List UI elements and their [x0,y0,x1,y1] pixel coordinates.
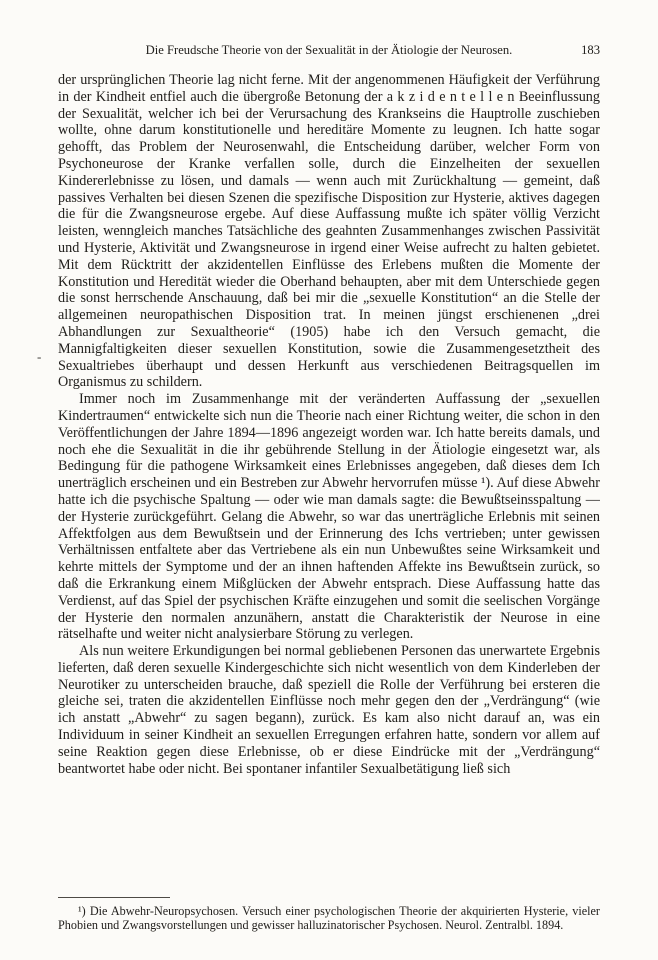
footnote: ¹) Die Abwehr-Neuropsychosen. Versuch einer psychologischen Theorie der akquirierten Hysterie, vieler Phobien und Zwangsvorstellungen und gewisser halluzinatorischer Psychosen. Neurol. Zentralbl. 1894. [58,903,600,933]
paragraph-1: der ursprünglichen Theorie lag nicht ferne. Mit der angenommenen Häufigkeit der Verführung in der Kindheit entfiel auch die übergroße Betonung der a k z i d e n t e l l e n Beeinflussung der Sexualität, welcher ich bei der Verursachung des Krankseins die Hauptrolle zuschieben wollte, ohne darum konstitutionelle und hereditäre Momente zu leugnen. Ich hatte sogar gehofft, das Problem der Neurosenwahl, die Entscheidung darüber, welcher Form von Psychoneurose der Kranke verfallen solle, durch die Einzelheiten der sexuellen Kindererlebnisse zu lösen, und damals — wenn auch mit Zurückhaltung — gemeint, daß passives Verhalten bei diesen Szenen die spezifische Disposition zur Hysterie, aktives dagegen die für die Zwangsneurose ergebe. Auf diese Auffassung mußte ich später völlig Verzicht leisten, wenngleich manches Tatsächliche des geahnten Zusammenhanges zwischen Passivität und Hysterie, Aktivität und Zwangsneurose in irgend einer Weise aufrecht zu halten gebietet. Mit dem Rücktritt der akzidentellen Einflüsse des Erlebens mußten die Momente der Konstitution und Heredität wieder die Oberhand behaupten, aber mit dem Unterschiede gegen die sonst herrschende Anschauung, daß bei mir die „sexuelle Konstitution“ an die Stelle der allgemeinen neuropathischen Disposition trat. In meinen jüngst erschienenen „drei Abhandlungen zur Sexualtheorie“ (1905) habe ich den Versuch gemacht, die Mannigfaltigkeiten dieser sexuellen Konstitution, sowie die Zusammengesetztheit des Sexualtriebes überhaupt und dessen Herkunft aus verschiedenen Beitragsquellen im Organismus zu schildern. [58,72,600,391]
page-number: 183 [581,43,600,57]
footnote-block [58,897,600,933]
running-title: Die Freudsche Theorie von der Sexualität in der Ätiologie der Neurosen. [145,43,513,57]
footnote-divider [58,897,170,898]
paragraph-2: Immer noch im Zusammenhange mit der veränderten Auffassung der „sexuellen Kindertraumen“ entwickelte sich nun die Theorie nach einer Richtung weiter, die schon in den Veröffentlichungen der Jahre 1894—1896 angezeigt worden war. Ich hatte bereits damals, und noch ehe die Sexualität in die ihr gebührende Stellung in der Ätiologie eingesetzt war, als Bedingung für die pathogene Wirksamkeit eines Erlebnisses angegeben, daß dieses dem Ich unerträglich erscheinen und ein Bestreben zur Abwehr hervorrufen müsse ¹). Auf diese Abwehr hatte ich die psychische Spaltung — oder wie man damals sagte: die Bewußtseinsspaltung — der Hysterie zurückgeführt. Gelang die Abwehr, so war das unerträgliche Erlebnis mit seinen Affektfolgen aus dem Bewußtsein und der Erinnerung des Ichs vertrieben; unter gewissen Verhältnissen entfaltete aber das Vertriebene als ein nun Unbewußtes seine Wirksamkeit und kehrte mittels der Symptome und der an ihnen haftenden Affekte ins Bewußtsein zurück, so daß die Erkrankung einem Mißglücken der Abwehr entsprach. Diese Auffassung hatte das Verdienst, auf das Spiel der psychischen Kräfte einzugehen und somit die seelischen Vorgänge der Hysterie den normalen anzunähern, anstatt die Charakteristik der Neurose in eine rätselhafte und weiter nicht analysierbare Störung zu verlegen. [58,391,600,643]
paragraph-3: Als nun weitere Erkundigungen bei normal gebliebenen Personen das unerwartete Ergebnis lieferten, daß deren sexuelle Kindergeschichte sich nicht wesentlich von dem Kinderleben der Neurotiker zu unterscheiden brauche, daß speziell die Rolle der Verführung bei ersteren die gleiche sei, traten die akzidentellen Einflüsse noch mehr gegen den der „Verdrängung“ (wie ich anstatt „Abwehr“ zu sagen begann), zurück. Es kam also nicht darauf an, was ein Individuum in seiner Kindheit an sexuellen Erregungen erfahren hatte, sondern vor allem auf seine Reaktion gegen diese Erlebnisse, ob er diese Eindrücke mit der „Verdrängung“ beantwortet habe oder nicht. Bei spontaner infantiler Sexualbetätigung ließ sich [58,643,600,777]
page-header [58,42,600,59]
body-text [58,72,600,868]
margin-print-mark: - [37,349,42,364]
